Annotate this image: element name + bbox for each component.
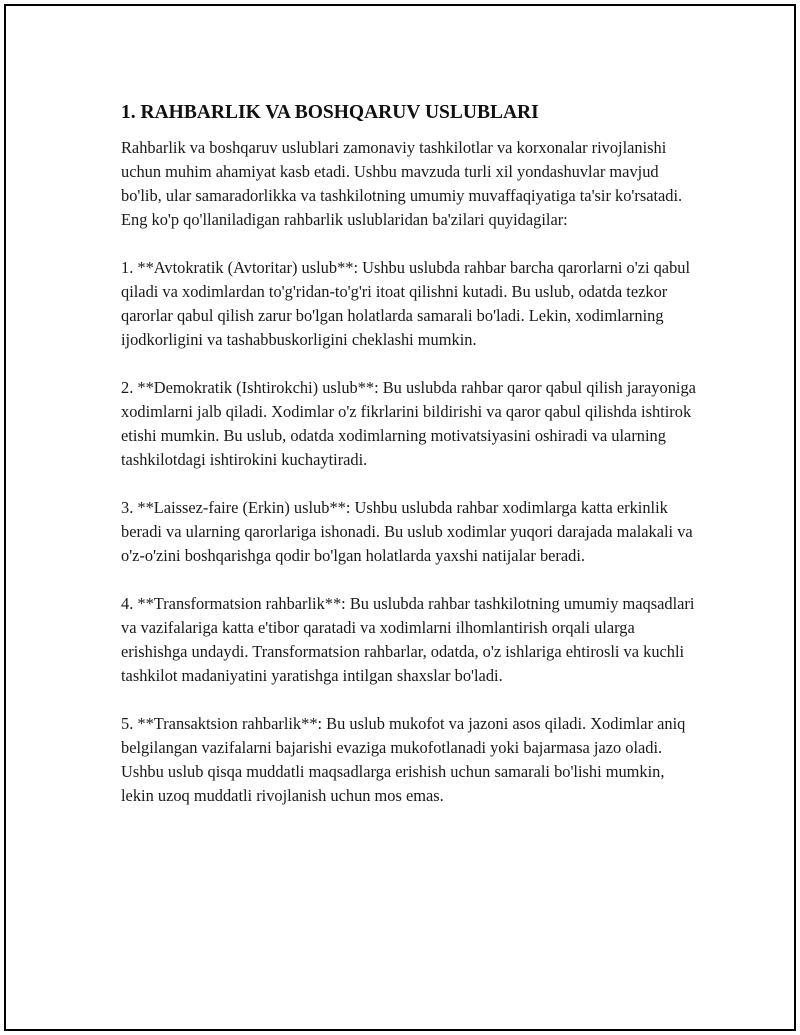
intro-paragraph: Rahbarlik va boshqaruv uslublari zamonaviy tashkilotlar va korxonalar rivojlanishi uchun muhim ahamiyat kasb etadi. Ushbu mavzuda turli xil yondashuvlar mavjud bo'lib, ular samaradorlikka va tashkilotning umumiy muvaffaqiyatiga ta'sir ko'rsatadi. Eng ko'p qo'llaniladigan rahbarlik uslublaridan ba'zilari quyidagilar: bbox=[121, 138, 683, 229]
paragraph-democratic-style: 2. **Demokratik (Ishtirokchi) uslub**: Bu uslubda rahbar qaror qabul qilish jarayoniga xodimlarni jalb qiladi. Xodimlar o'z fikrlarini bildirishi va qaror qabul qilishda ishtirok etishi mumkin. Bu uslub, odatda xodimlarning motivatsiyasini oshiradi va ularning tashkilotdagi ishtirokini kuchaytiradi. bbox=[121, 378, 696, 469]
paragraph-transformational-leadership: 4. **Transformatsion rahbarlik**: Bu uslubda rahbar tashkilotning umumiy maqsadlari va vazifalariga katta e'tibor qaratadi va xodimlarni ilhomlantirish orqali ularga erishishga undaydi. Transformatsion rahbarlar, odatda, o'z ishlariga ehtirosli va kuchli tashkilot madaniyatini yaratishga intilgan shaxslar bo'ladi. bbox=[121, 594, 695, 685]
section-heading: 1. RAHBARLIK VA BOSHQARUV USLUBLARI bbox=[121, 102, 539, 123]
document-body bbox=[121, 100, 696, 832]
paragraph-autocratic-style: 1. **Avtokratik (Avtoritar) uslub**: Ushbu uslubda rahbar barcha qarorlarni o'zi qabul qiladi va xodimlardan to'g'ridan-to'g'ri itoat qilishni kutadi. Bu uslub, odatda tezkor qarorlar qabul qilish zarur bo'lgan holatlarda samarali bo'ladi. Lekin, xodimlarning ijodkorligini va tashabbuskorligini cheklashi mumkin. bbox=[121, 258, 691, 349]
paragraph-laissez-faire-style: 3. **Laissez-faire (Erkin) uslub**: Ushbu uslubda rahbar xodimlarga katta erkinlik beradi va ularning qarorlariga ishonadi. Bu uslub xodimlar yuqori darajada malakali va o'z-o'zini boshqarishga qodir bo'lgan holatlarda yaxshi natijalar beradi. bbox=[121, 498, 693, 565]
document-page bbox=[4, 4, 796, 1031]
paragraph-transactional-leadership: 5. **Transaktsion rahbarlik**: Bu uslub mukofot va jazoni asos qiladi. Xodimlar aniq belgilangan vazifalarni bajarishi evaziga mukofotlanadi yoki bajarmasa jazo oladi. Ushbu uslub qisqa muddatli maqsadlarga erishish uchun samarali bo'lishi mumkin, lekin uzoq muddatli rivojlanish uchun mos emas. bbox=[121, 714, 686, 805]
